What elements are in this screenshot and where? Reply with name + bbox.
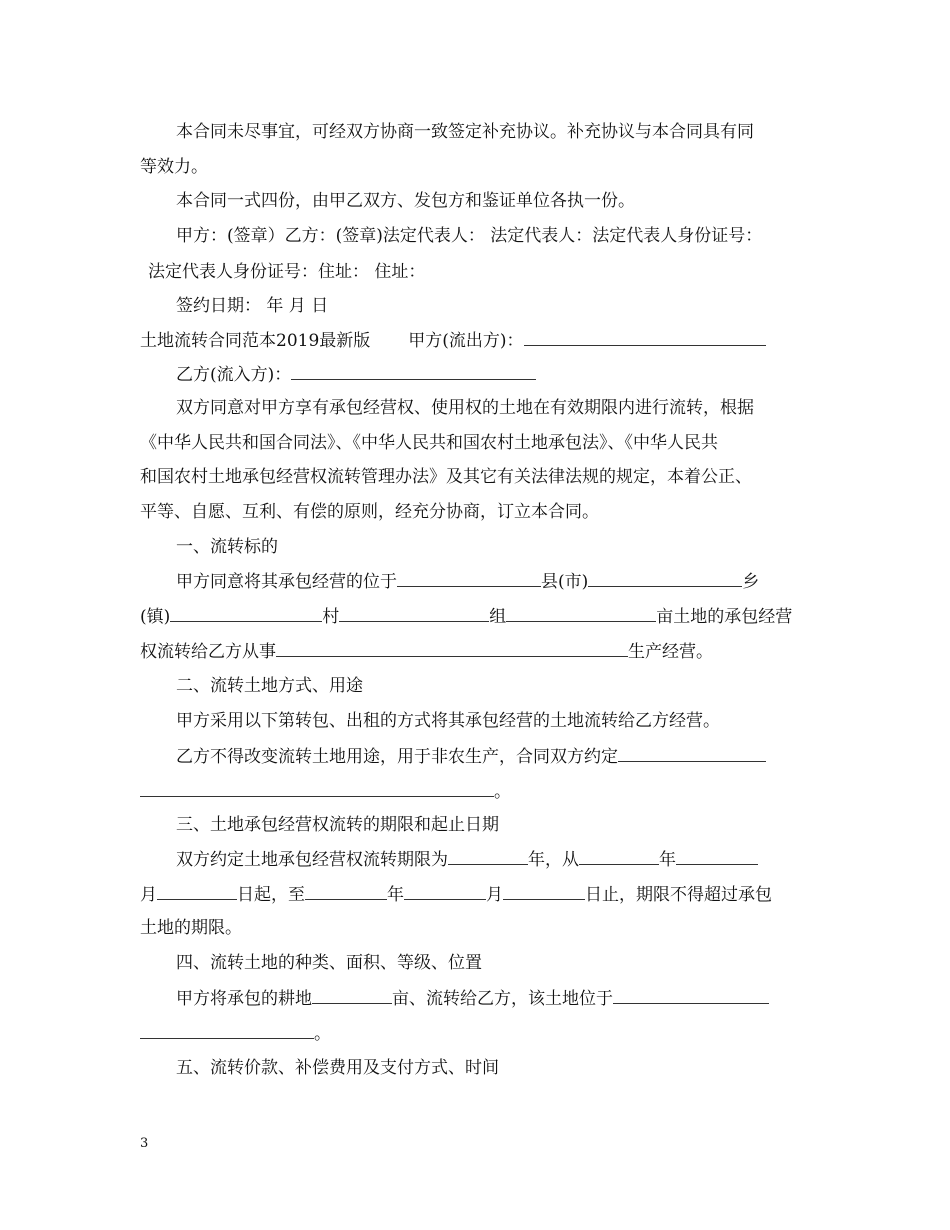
text-fragment: 日止，期限不得超过承包: [585, 885, 772, 905]
text-fragment: 亩土地的承包经营: [656, 607, 793, 627]
section-heading: 四、流转土地的种类、面积、等级、位置: [176, 953, 482, 973]
fill-line: [140, 779, 812, 803]
end-month-blank[interactable]: [404, 882, 486, 900]
text-fragment: 年: [387, 885, 404, 905]
fill-line: [176, 847, 812, 871]
text-line: 和国农村土地承包经营权流转管理办法》及其它有关法律法规的规定，本着公正、: [140, 467, 752, 487]
text-fragment: 村: [322, 607, 340, 627]
party-b-label: 乙方(流入方)：: [176, 365, 292, 385]
sign-date-line: 签约日期： 年 月 日: [176, 296, 329, 316]
text-fragment: 日起，至: [237, 885, 305, 905]
text-fragment: 甲方同意将其承包经营的位于: [176, 572, 397, 592]
party-a-blank[interactable]: [524, 328, 766, 346]
fill-line: [140, 1021, 812, 1045]
fill-line: [140, 604, 812, 628]
town-blank[interactable]: [170, 604, 322, 622]
township-blank[interactable]: [588, 569, 742, 587]
contract-title-line: [140, 328, 812, 352]
text-line: 等效力。: [140, 157, 208, 177]
text-fragment: 组: [489, 607, 507, 627]
end-year-blank[interactable]: [305, 882, 387, 900]
text-fragment: 年，从: [528, 850, 579, 870]
text-fragment: 权流转给乙方从事: [140, 642, 276, 662]
text-fragment: (镇): [140, 607, 171, 627]
text-line: 双方同意对甲方享有承包经营权、使用权的土地在有效期限内进行流转，根据: [176, 398, 754, 418]
start-month-blank[interactable]: [676, 847, 758, 865]
location-blank[interactable]: [613, 986, 769, 1004]
fill-line: [176, 569, 812, 593]
business-blank[interactable]: [276, 639, 628, 657]
text-fragment: 乙方不得改变流转土地用途，用于非农生产，合同双方约定: [176, 747, 618, 767]
text-fragment: 双方约定土地承包经营权流转期限为: [176, 850, 448, 870]
start-day-blank[interactable]: [157, 882, 237, 900]
text-fragment: 甲方将承包的耕地: [176, 989, 312, 1009]
text-line: 土地的期限。: [140, 918, 242, 938]
start-year-blank[interactable]: [579, 847, 659, 865]
text-line: 本合同一式四份，由甲乙双方、发包方和鉴证单位各执一份。: [176, 191, 635, 211]
fill-line: [176, 744, 812, 768]
text-fragment: 。: [494, 782, 511, 802]
village-blank[interactable]: [339, 604, 489, 622]
text-fragment: 县(市): [541, 572, 589, 592]
fill-line: [140, 639, 812, 663]
agreement-blank-cont[interactable]: [140, 779, 494, 797]
section-heading: 三、土地承包经营权流转的期限和起止日期: [176, 815, 499, 835]
county-blank[interactable]: [397, 569, 541, 587]
area-blank[interactable]: [506, 604, 656, 622]
text-fragment: 乡: [742, 572, 760, 592]
text-line: 甲方采用以下第转包、出租的方式将其承包经营的土地流转给乙方经营。: [176, 711, 720, 731]
text-line: 本合同未尽事宜，可经双方协商一致签定补充协议。补充协议与本合同具有同: [176, 122, 754, 142]
page-number: 3: [140, 1136, 149, 1151]
fill-line: [140, 882, 812, 906]
farmland-area-blank[interactable]: [312, 986, 392, 1004]
text-fragment: 年: [659, 850, 676, 870]
party-b-blank[interactable]: [291, 362, 536, 380]
section-heading: 一、流转标的: [176, 537, 278, 557]
location-blank-cont[interactable]: [140, 1021, 314, 1039]
text-line: 平等、自愿、互利、有偿的原则，经充分协商，订立本合同。: [140, 502, 599, 522]
agreement-blank[interactable]: [618, 744, 766, 762]
text-fragment: 生产经营。: [628, 642, 713, 662]
term-years-blank[interactable]: [448, 847, 528, 865]
party-b-line: [176, 362, 812, 386]
signature-line: 法定代表人身份证号：住址： 住址：: [148, 262, 426, 282]
end-day-blank[interactable]: [503, 882, 585, 900]
text-fragment: 。: [314, 1024, 331, 1044]
text-fragment: 亩、流转给乙方，该土地位于: [392, 989, 613, 1009]
text-line: 《中华人民共和国合同法》、《中华人民共和国农村土地承包法》、《中华人民共: [140, 433, 718, 453]
signature-line: 甲方：(签章）乙方：(签章)法定代表人： 法定代表人：法定代表人身份证号：: [176, 226, 763, 246]
section-heading: 五、流转价款、补偿费用及支付方式、时间: [176, 1058, 499, 1078]
text-fragment: 月: [140, 885, 157, 905]
section-heading: 二、流转土地方式、用途: [176, 676, 363, 696]
party-a-label: 甲方(流出方)：: [408, 331, 524, 351]
text-fragment: 月: [486, 885, 503, 905]
fill-line: [176, 986, 812, 1010]
contract-title: 土地流转合同范本2019最新版: [140, 331, 371, 351]
